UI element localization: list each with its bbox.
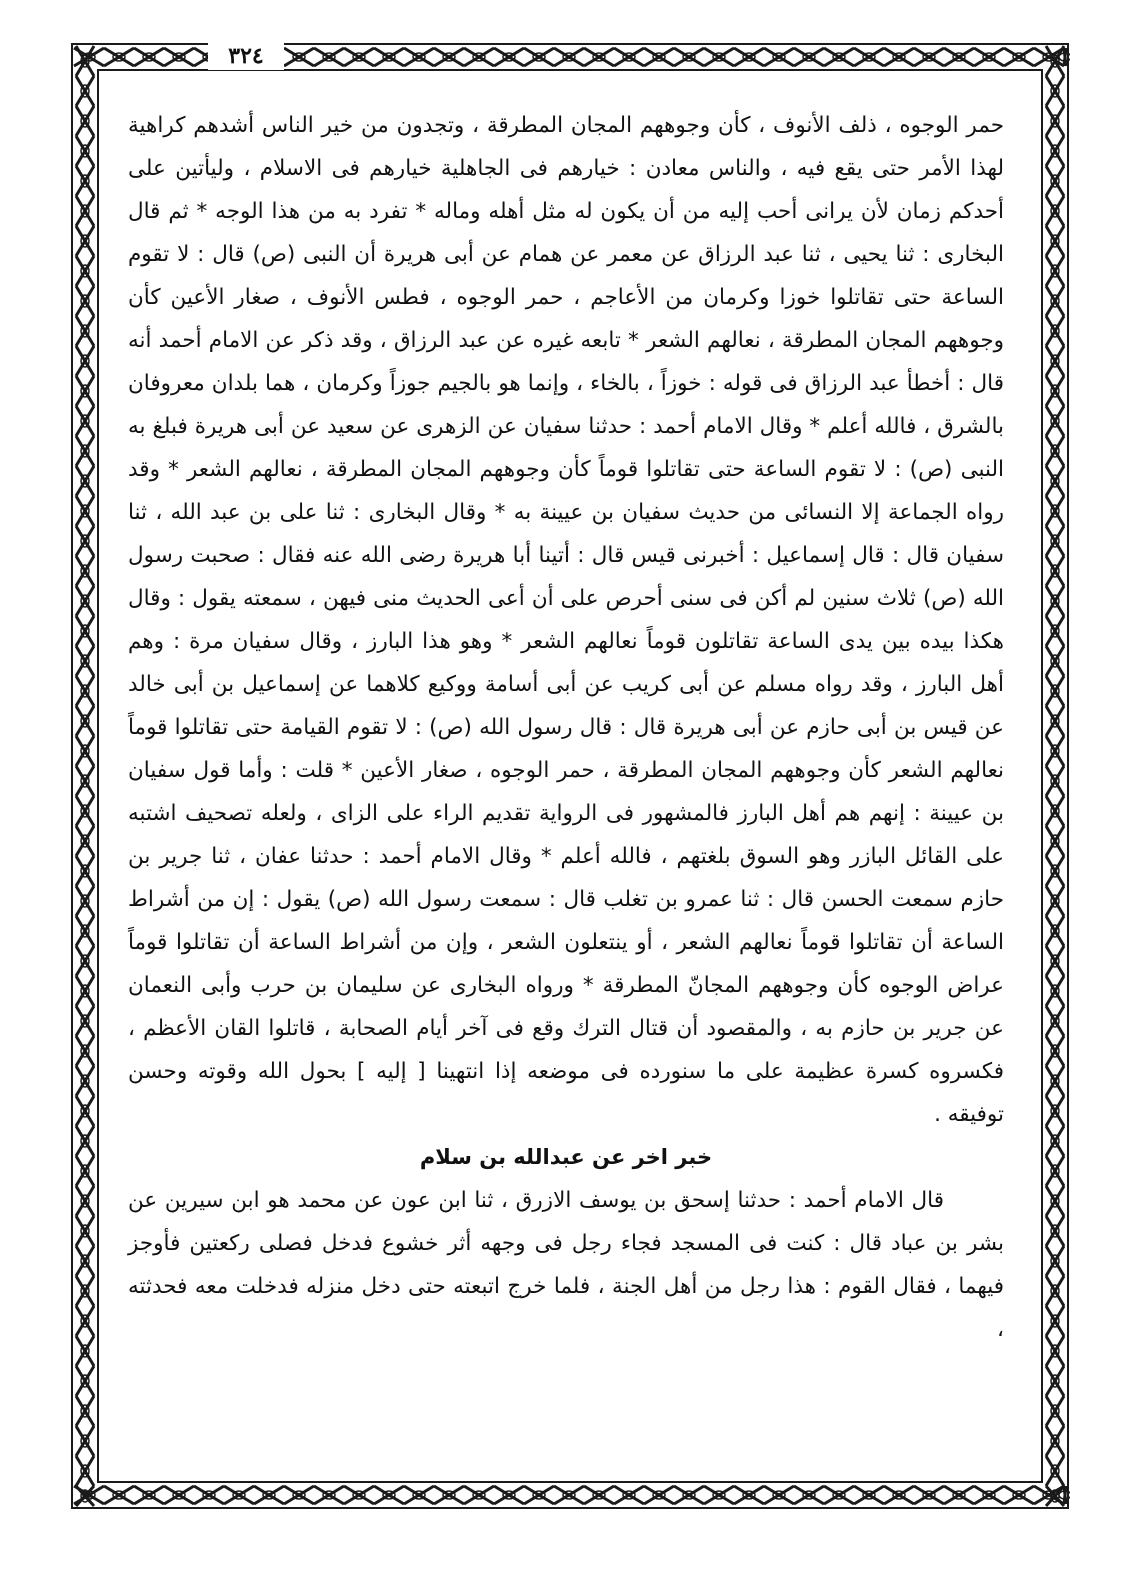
body-paragraph: حمر الوجوه ، ذلف الأنوف ، كأن وجوههم المجان المطرقة ، وتجدون من خير الناس أشدهم كراهية لهذا الأمر حتى يقع فيه ، والناس معادن : خيارهم فى الجاهلية خيارهم فى الاسلام ، وليأتين على أحدكم زمان لأن يرانى أحب إليه من أن يكون له مثل أهله وماله * تفرد به من هذا الوجه * ثم قال البخارى : ثنا يحيى ، ثنا عبد الرزاق عن معمر عن همام عن أبى هريرة أن النبى (ص) قال : لا تقوم الساعة حتى تقاتلوا خوزا وكرمان من الأعاجم ، حمر الوجوه ، فطس الأنوف ، صغار الأعين كأن وجوههم المجان المطرقة ، نعالهم الشعر * تابعه غيره عن عبد الرزاق ، وقد ذكر عن الامام أحمد أنه قال : أخطأ عبد الرزاق فى قوله : خوزاً ، بالخاء ، وإنما هو بالجيم جوزاً وكرمان ، هما بلدان معروفان بالشرق ، فالله أعلم * وقال الامام أحمد : حدثنا سفيان عن الزهرى عن سعيد عن أبى هريرة فبلغ به النبى (ص) : لا تقوم الساعة حتى تقاتلوا قوماً كأن وجوههم المجان المطرقة ، نعالهم الشعر * وقد رواه الجماعة إلا النسائى من حديث سفيان بن عيينة به * وقال البخارى : ثنا على بن عبد الله ، ثنا سفيان قال : قال إسماعيل : أخبرنى قيس قال : أتينا أبا هريرة رضى الله عنه فقال : صحبت رسول الله (ص) ثلاث سنين لم أكن فى سنى أحرص على أن أعى الحديث منى فيهن ، سمعته يقول : وقال هكذا بيده بين يدى الساعة تقاتلون قوماً نعالهم الشعر * وهو هذا البارز ، وقال سفيان مرة : وهم أهل البارز ، وقد رواه مسلم عن أبى كريب عن أبى أسامة ووكيع كلاهما عن إسماعيل بن أبى خالد عن قيس بن أبى حازم عن أبى هريرة قال : قال رسول الله (ص) : لا تقوم القيامة حتى تقاتلوا قوماً نعالهم الشعر كأن وجوههم المجان المطرقة ، حمر الوجوه ، صغار الأعين * قلت : وأما قول سفيان بن عيينة : إنهم هم أهل البارز فالمشهور فى الرواية تقديم الراء على الزاى ، ولعله تصحيف اشتبه على القائل البازر وهو السوق بلغتهم ، فالله أعلم * وقال الامام أحمد : حدثنا عفان ، ثنا جرير بن حازم سمعت الحسن قال : ثنا عمرو بن تغلب قال : سمعت رسول الله (ص) يقول : إن من أشراط الساعة أن تقاتلوا قوماً نعالهم الشعر ، أو ينتعلون الشعر ، وإن من أشراط الساعة أن تقاتلوا قوماً عراض الوجوه كأن وجوههم المجانّ المطرقة * ورواه البخارى عن سليمان بن حرب وأبى النعمان عن جرير بن حازم به ، والمقصود أن قتال الترك وقع فى آخر أيام الصحابة ، قاتلوا القان الأعظم ، فكسروه كسرة عظيمة على ما سنورده فى موضعه إذا انتهينا [ إليه ] بحول الله وقوته وحسن توفيقه .	[128, 113, 1004, 1127]
page-body	[128, 104, 1004, 1496]
section-paragraph: قال الامام أحمد : حدثنا إسحق بن يوسف الازرق ، ثنا ابن عون عن محمد هو ابن سيرين عن بشر بن عباد قال : كنت فى المسجد فجاء رجل فى وجهه أثر خشوع فدخل فصلى ركعتين فأوجز فيهما ، فقال القوم : هذا رجل من أهل الجنة ، فلما خرج اتبعته حتى دخل منزله فدخلت معه فحدثته ،	[128, 1188, 1004, 1342]
page-number: ٣٢٤	[208, 42, 284, 70]
section-heading: خبر اخر عن عبدالله بن سلام	[419, 1145, 713, 1169]
